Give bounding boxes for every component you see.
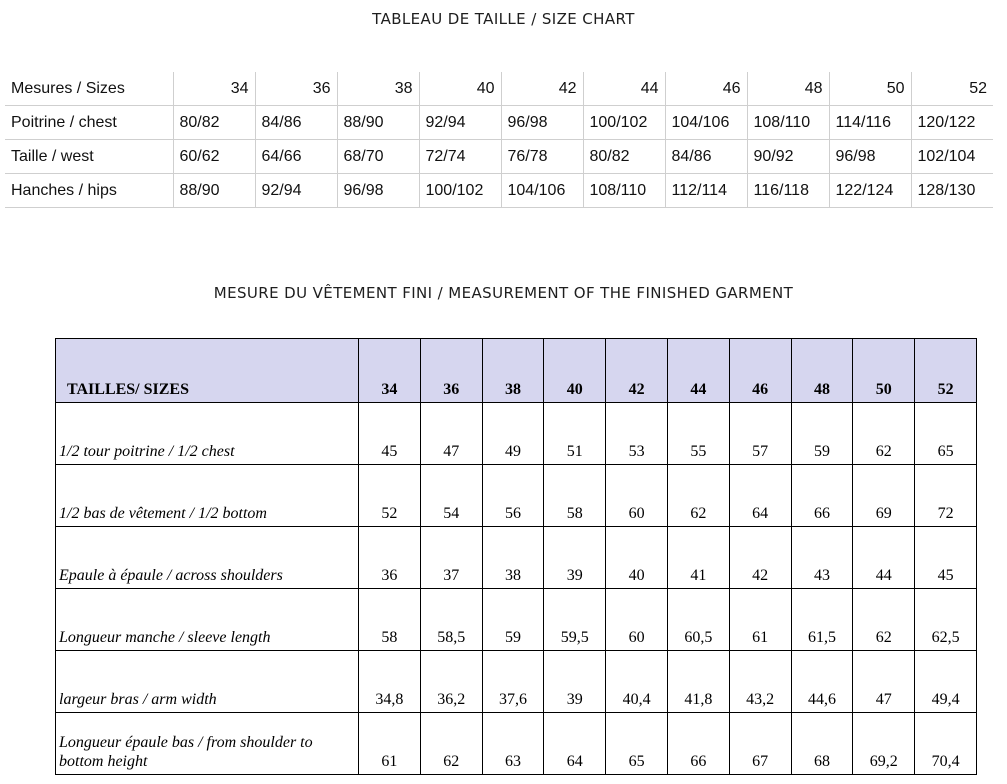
garment-row [56, 713, 977, 775]
garment-value-cell: 57 [729, 403, 791, 465]
garment-value-cell: 43 [791, 527, 853, 589]
garment-value-cell: 36 [359, 527, 421, 589]
measure-cell: 100/102 [583, 106, 665, 140]
measure-cell: 100/102 [419, 174, 501, 208]
measure-cell: 128/130 [911, 174, 993, 208]
measure-cell: 60/62 [173, 140, 255, 174]
garment-value-cell: 45 [359, 403, 421, 465]
garment-measure-label: largeur bras / arm width [56, 651, 359, 713]
garment-value-cell: 65 [915, 403, 977, 465]
garment-value-cell: 47 [853, 651, 915, 713]
measure-cell: 90/92 [747, 140, 829, 174]
garment-value-cell: 72 [915, 465, 977, 527]
garment-value-cell: 64 [729, 465, 791, 527]
garment-value-cell: 62 [420, 713, 482, 775]
size-header: 48 [747, 72, 829, 106]
garment-value-cell: 69,2 [853, 713, 915, 775]
garment-value-cell: 58 [359, 589, 421, 651]
measure-cell: 120/122 [911, 106, 993, 140]
size-chart-table [5, 72, 993, 208]
measure-cell: 84/86 [665, 140, 747, 174]
garment-value-cell: 62 [667, 465, 729, 527]
garment-value-cell: 60 [606, 589, 668, 651]
measure-label: Hanches / hips [5, 174, 173, 208]
measure-cell: 84/86 [255, 106, 337, 140]
measure-cell: 76/78 [501, 140, 583, 174]
garment-size-header: 50 [853, 339, 915, 403]
garment-size-header: 40 [544, 339, 606, 403]
garment-value-cell: 65 [606, 713, 668, 775]
size-header: 50 [829, 72, 911, 106]
garment-row [56, 465, 977, 527]
measure-cell: 80/82 [173, 106, 255, 140]
garment-value-cell: 58 [544, 465, 606, 527]
garment-size-header: 36 [420, 339, 482, 403]
measure-cell: 122/124 [829, 174, 911, 208]
garment-value-cell: 62 [853, 589, 915, 651]
garment-header-row [56, 339, 977, 403]
garment-measure-label: 1/2 bas de vêtement / 1/2 bottom [56, 465, 359, 527]
size-chart-title: TABLEAU DE TAILLE / SIZE CHART [372, 10, 635, 28]
garment-measure-label: 1/2 tour poitrine / 1/2 chest [56, 403, 359, 465]
garment-value-cell: 60 [606, 465, 668, 527]
garment-measure-label: Epaule à épaule / across shoulders [56, 527, 359, 589]
garment-value-cell: 59 [791, 403, 853, 465]
garment-table [55, 338, 977, 775]
garment-value-cell: 53 [606, 403, 668, 465]
garment-value-cell: 52 [359, 465, 421, 527]
garment-row [56, 651, 977, 713]
garment-header-label: TAILLES/ SIZES [56, 339, 359, 403]
measure-cell: 112/114 [665, 174, 747, 208]
garment-value-cell: 39 [544, 527, 606, 589]
garment-value-cell: 37 [420, 527, 482, 589]
garment-value-cell: 58,5 [420, 589, 482, 651]
garment-size-header: 34 [359, 339, 421, 403]
garment-value-cell: 66 [667, 713, 729, 775]
garment-size-header: 52 [915, 339, 977, 403]
garment-value-cell: 49,4 [915, 651, 977, 713]
measure-cell: 92/94 [255, 174, 337, 208]
garment-value-cell: 69 [853, 465, 915, 527]
measure-cell: 88/90 [173, 174, 255, 208]
garment-value-cell: 36,2 [420, 651, 482, 713]
garment-title: MESURE DU VÊTEMENT FINI / MEASUREMENT OF THE FINISHED GARMENT [213, 284, 794, 302]
garment-value-cell: 54 [420, 465, 482, 527]
size-chart-header-row [5, 72, 993, 106]
garment-size-header: 44 [667, 339, 729, 403]
size-chart-row [5, 140, 993, 174]
size-header: 38 [337, 72, 419, 106]
garment-measure-label: Longueur manche / sleeve length [56, 589, 359, 651]
garment-value-cell: 67 [729, 713, 791, 775]
garment-value-cell: 63 [482, 713, 544, 775]
garment-value-cell: 49 [482, 403, 544, 465]
size-chart-header-label: Mesures / Sizes [5, 72, 173, 106]
garment-size-header: 48 [791, 339, 853, 403]
garment-size-header: 42 [606, 339, 668, 403]
garment-value-cell: 60,5 [667, 589, 729, 651]
garment-value-cell: 61 [729, 589, 791, 651]
garment-value-cell: 68 [791, 713, 853, 775]
garment-value-cell: 55 [667, 403, 729, 465]
garment-row [56, 589, 977, 651]
size-header: 42 [501, 72, 583, 106]
garment-value-cell: 62 [853, 403, 915, 465]
measure-cell: 92/94 [419, 106, 501, 140]
garment-value-cell: 47 [420, 403, 482, 465]
garment-value-cell: 64 [544, 713, 606, 775]
measure-cell: 108/110 [583, 174, 665, 208]
garment-value-cell: 70,4 [915, 713, 977, 775]
garment-value-cell: 39 [544, 651, 606, 713]
garment-value-cell: 61,5 [791, 589, 853, 651]
measure-cell: 96/98 [829, 140, 911, 174]
garment-value-cell: 41,8 [667, 651, 729, 713]
measure-cell: 68/70 [337, 140, 419, 174]
garment-value-cell: 40 [606, 527, 668, 589]
garment-value-cell: 56 [482, 465, 544, 527]
garment-value-cell: 61 [359, 713, 421, 775]
measure-cell: 96/98 [337, 174, 419, 208]
size-chart-row [5, 106, 993, 140]
measure-cell: 88/90 [337, 106, 419, 140]
measure-label: Taille / west [5, 140, 173, 174]
garment-row [56, 527, 977, 589]
garment-value-cell: 38 [482, 527, 544, 589]
garment-value-cell: 43,2 [729, 651, 791, 713]
size-header: 52 [911, 72, 993, 106]
garment-value-cell: 51 [544, 403, 606, 465]
measure-cell: 96/98 [501, 106, 583, 140]
garment-size-header: 46 [729, 339, 791, 403]
garment-size-header: 38 [482, 339, 544, 403]
measure-cell: 80/82 [583, 140, 665, 174]
size-header: 34 [173, 72, 255, 106]
size-header: 40 [419, 72, 501, 106]
garment-measure-label: Longueur épaule bas / from shoulder to bottom height [56, 713, 359, 775]
garment-value-cell: 37,6 [482, 651, 544, 713]
measure-cell: 64/66 [255, 140, 337, 174]
size-header: 36 [255, 72, 337, 106]
garment-value-cell: 59 [482, 589, 544, 651]
measure-cell: 102/104 [911, 140, 993, 174]
garment-value-cell: 42 [729, 527, 791, 589]
size-header: 44 [583, 72, 665, 106]
garment-value-cell: 66 [791, 465, 853, 527]
garment-value-cell: 44 [853, 527, 915, 589]
measure-cell: 116/118 [747, 174, 829, 208]
garment-value-cell: 34,8 [359, 651, 421, 713]
measure-cell: 108/110 [747, 106, 829, 140]
garment-value-cell: 45 [915, 527, 977, 589]
garment-value-cell: 41 [667, 527, 729, 589]
size-chart-row [5, 174, 993, 208]
measure-label: Poitrine / chest [5, 106, 173, 140]
size-header: 46 [665, 72, 747, 106]
garment-value-cell: 40,4 [606, 651, 668, 713]
measure-cell: 104/106 [665, 106, 747, 140]
measure-cell: 114/116 [829, 106, 911, 140]
measure-cell: 104/106 [501, 174, 583, 208]
garment-row [56, 403, 977, 465]
garment-value-cell: 44,6 [791, 651, 853, 713]
garment-value-cell: 59,5 [544, 589, 606, 651]
measure-cell: 72/74 [419, 140, 501, 174]
garment-value-cell: 62,5 [915, 589, 977, 651]
